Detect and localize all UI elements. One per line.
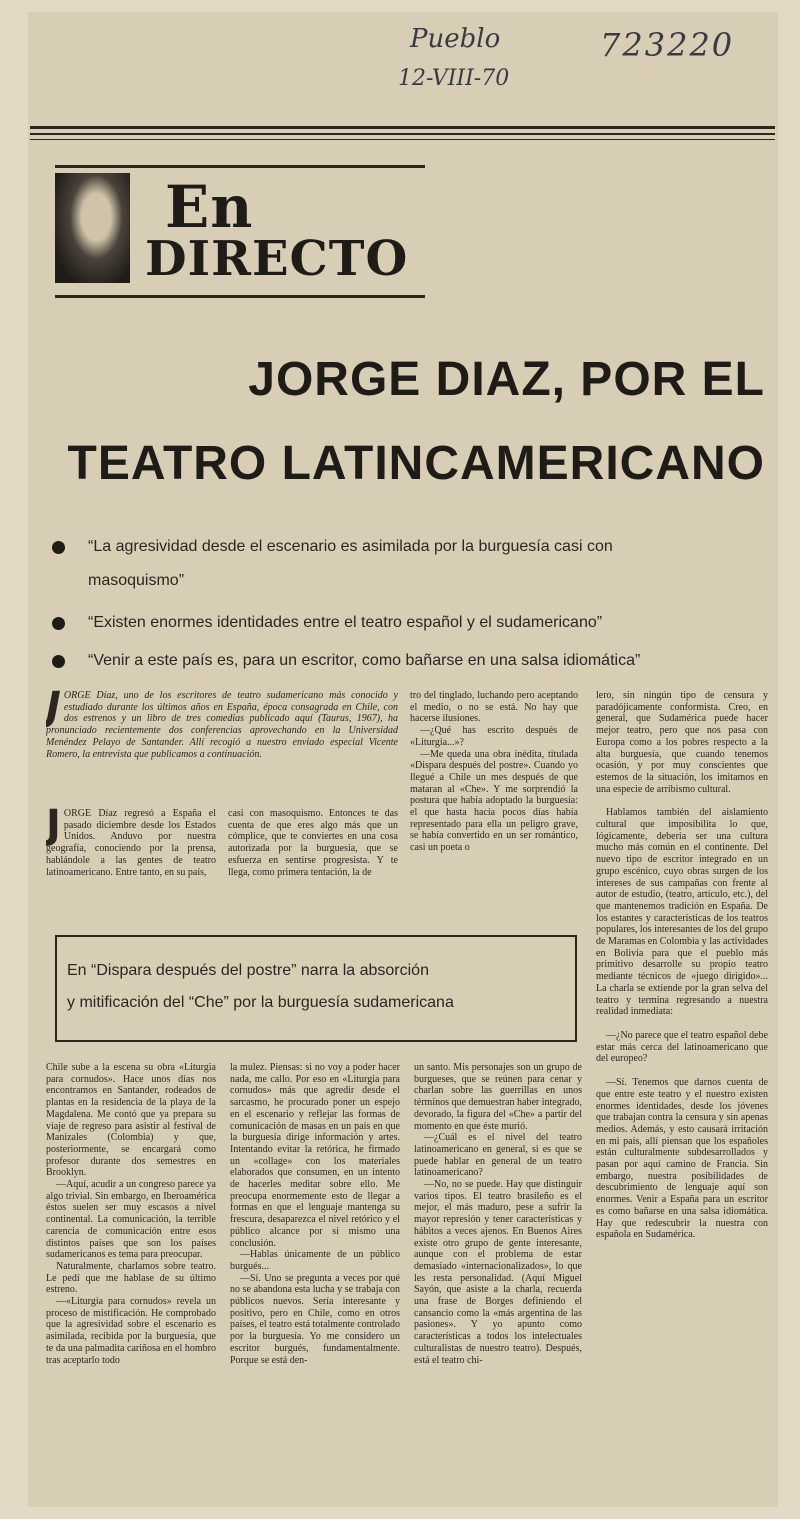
top-rule [30, 126, 775, 129]
author-portrait [55, 173, 130, 283]
intro-paragraph: JORGE Díaz, uno de los escritores de teatro sudamericano más conocido y estudiado durante los últimos años en España, época consagrada en Chile, con dos estrenos y un libro de tres comedias publicado aquí (Taurus, 1967), ha pronunciado recientemente dos conferencias aprovechando en la Universidad Menéndez Pelayo de Santander. Allí recogió a nuestro enviado especial Vicente Romero, la entrevista que publicamos a continuación. [46, 690, 398, 760]
column-1-bottom: Chile sube a la escena su obra «Liturgia para cornudos». Hace unos días nos encontramos en Santander, rodeados de plantas en la residencia de la playa de la Magdalena. Me contó que ya prepara su viaje de regreso para asistir al festival de Manizales (Colombia) y que, posteriormente, se encargará como profesor durante dos semestres en Brooklyn. —Aquí, acudir a un congreso parece ya algo trivial. Sin embargo, en Iberoamérica éstos suelen ser muy escasos a nivel continental. La comunicación, la terrible carencia de comunicación entre esos distintos países que son los países sudamericanos es tema para preocupar. Naturalmente, charlamos sobre teatro. Le pedí que me hablase de su último estreno. —«Liturgia para cornudos» revela un proceso de mistificación. He comprobado que la agresividad sobre el escenario es asimilada, recibida por la burguesía, que te da una palmadita cariñosa en el hombro tras aceptarlo todo [46, 1062, 216, 1366]
bullet-2: “Existen enormes identidades entre el teatro español y el sudamericano” [52, 610, 770, 636]
top-rule-2 [30, 133, 775, 135]
logo-line-2: DIRECTO [145, 231, 409, 287]
bullet-1-cont: masoquismo” [88, 572, 185, 589]
bullet-3: “Venir a este país es, para un escritor, como bañarse en una salsa idiomática” [52, 648, 770, 674]
reference-number-annotation: 723220 [600, 26, 735, 64]
pull-quote-box [55, 935, 577, 1042]
newspaper-name-annotation: Pueblo [410, 24, 501, 54]
date-annotation: 12-VIII-70 [398, 66, 510, 91]
headline-line-2: TEATRO LATINCAMERICANO [67, 437, 765, 490]
bullet-dot-icon [52, 541, 65, 554]
pull-quote-line-2: y mitificación del “Che” por la burguesía sudamericana [67, 994, 454, 1011]
top-rule-3 [30, 139, 775, 140]
logo-line-1: En [165, 173, 254, 241]
bullet-dot-icon [52, 617, 65, 630]
headline-line-1: JORGE DIAZ, POR EL [248, 353, 765, 406]
column-3-bottom: un santo. Mis personajes son un grupo de burgueses, que se reúnen para cenar y charlan sobre las guerrillas en unos términos que demuestran haber integrado, devorado, la figura del «Che» a partir del momento en que éste murió. —¿Cuál es el nivel del teatro latinoamericano en general, si es que se puede hablar en general de un teatro latinoamericano? —No, no se puede. Hay que distinguir varios tipos. El teatro brasileño es el mejor, el más maduro, pese a sufrir la mayor represión y tener características y hábitos a veces ajenos. En Buenos Aires existe otro grupo de gente interesante, aunque con el problema de estar demasiado «internacionalizados», lo que les resta personalidad. (Aquí Miguel Sayón, que asiste a la charla, recuerda una frase de Borges definiendo el cansancio como la «más argentina de las pasiones». Y yo apunto como características a todos los intelectuales culturalistas de nuestro teatro). Después, está el teatro chi- [414, 1062, 582, 1366]
column-1-top: JORGE Díaz regresó a España el pasado diciembre desde los Estados Unidos. Anduvo por nuestra geografía, conociendo por la prensa, hablándole a las gentes de teatro latinoamericano. Entre tanto, en su país, [46, 808, 216, 878]
bullet-1: “La agresividad desde el escenario es asimilada por la burguesía casi con [52, 534, 770, 560]
column-4: lero, sin ningún tipo de censura y paradójicamente conformista. Creo, en general, que Sudamérica puede hacer mejor teatro, pero que nos pasa con Europa como a los pobres respecto a la alta burguesía, que cuando tenemos ocasión, y por muy conscientes que estemos de la situación, los imitamos en una especie de arribismo cultural. Hablamos también del aislamiento cultural que imposibilita lo que, lógicamente, debería ser una cultura mucho más común en el continente. Del nuevo tipo de escritor integrado en un grupo escénico, cuyo obras surgen de los intereses de sus campañas con frente al autor de estudio, (teatro, artículo, etc.), del que mantenemos tradición en España. De los estantes y características de los teatros populares, los interesantes de los del grupo de Maramas en Colombia y las actividades en Bolivia para que el pueblo más primitivo desarrolle su propio teatro mediante técnicos de «juego dirigido»... La charla se extiende por la gran selva del teatro y termina regresando a nuestra realidad inmediata: —¿No parece que el teatro español debe estar más cerca del latinoamericano que del europeo? —Sí. Tenemos que darnos cuenta de que entre este teatro y el nuestro existen enormes identidades, desde los jóvenes que trabajan contra la censura y sin apenas medios. Además, y esto causará irritación en mi país, allí piensan que los españoles están culturalmente subdesarrollados y pasan por aquí camino de Francia. Sin embargo, nuestra posibilidades de descubrimiento de lenguaje aquí son enormes. Venir a España para un escritor es como bañarse en una salsa idiomática. Hay que redescubrir la nuestra con española en Sudamérica. [596, 690, 768, 1241]
pull-quote-line-1: En “Dispara después del postre” narra la absorción [67, 962, 429, 979]
column-2-top: casi con masoquismo. Entonces te das cuenta de que eres algo más que un cómplice, que te conviertes en una cosa autorizada por la burguesía, que se esfuerza en sentirse progresista. Y te llega, como primera tentación, la de [228, 808, 398, 878]
bullet-dot-icon [52, 655, 65, 668]
column-3-top: tro del tinglado, luchando pero aceptando el medio, o no se está. No hay que hacerse ilusiones. —¿Qué has escrito después de «Liturgia...»? —Me queda una obra inédita, titulada «Dispara después del postre». Cuando yo llegué a Chile un mes después de que mataran al «Che». Y me sorprendió la postura que había adoptado la burguesía: el que hasta hacía pocos días había representado para ella un peligro grave, se había convertido en un ser romántico, casi un poeta o [410, 690, 578, 854]
column-2-bottom: la mulez. Piensas: si no voy a poder hacer nada, me callo. Por eso en «Liturgia para cornudos» más que agredir desde el sarcasmo, he procurado poner un espejo en el escenario y reflejar las formas de comunicación de masas en un país en que la burguesía dirige información y artes. Intentando evitar la retórica, he firmado un «collage» con los materiales elaborados que consumen, en un intento de hacerles meditar sobre ello. Me preocupa enormemente esto de llegar a formas en que el lenguaje mantenga su frescura, desaparezca el nivel retórico y el público alcance por sí mismo una conclusión. —Hablas únicamente de un público burgués... —Sí. Uno se pregunta a veces por qué no se abandona esta lucha y se trabaja con públicos nuevos. Sería interesante y positivo, pero en Chile, como en otros países, el teatro está totalmente controlado por la burguesía. Yo me considero un escritor burgués, fundamentalmente. Porque se está den- [230, 1062, 400, 1366]
section-logo [55, 165, 425, 300]
